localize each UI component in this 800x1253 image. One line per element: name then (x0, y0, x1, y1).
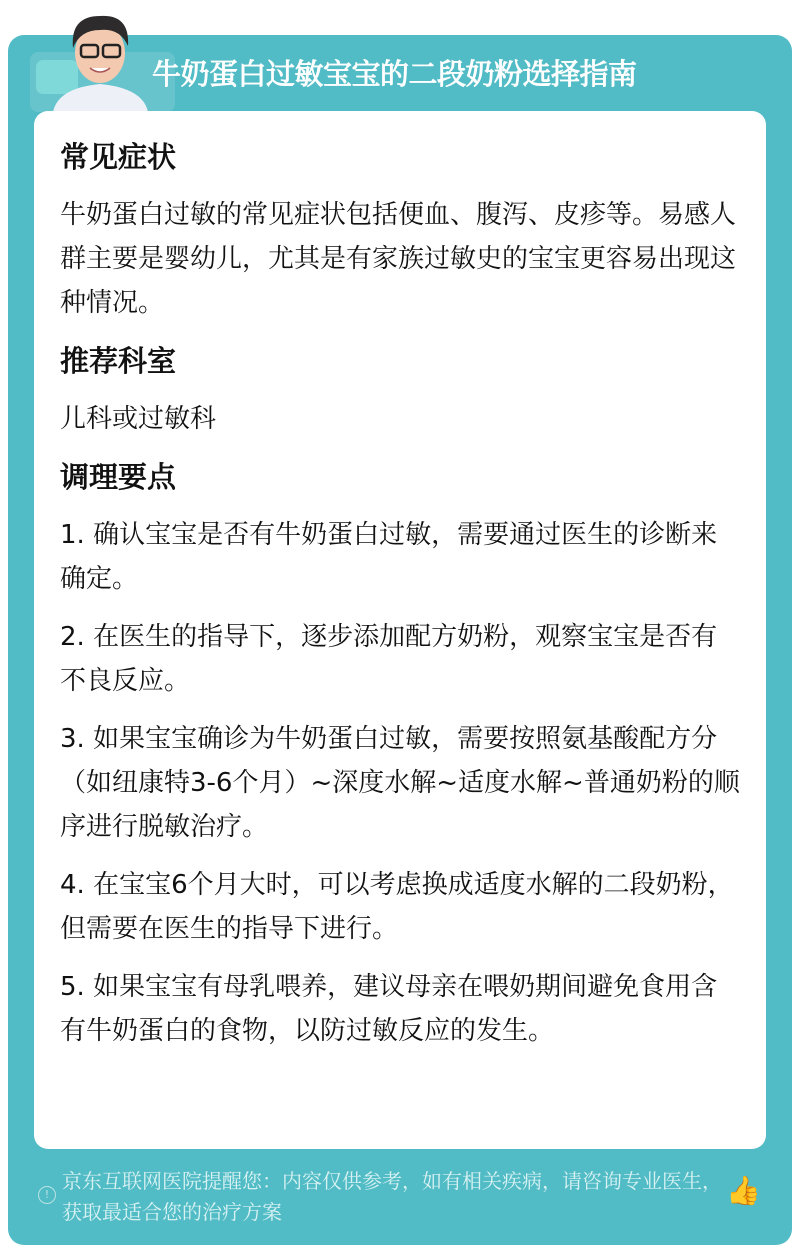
symptoms-text: 牛奶蛋白过敏的常见症状包括便血、腹泻、皮疹等。易感人群主要是婴幼儿，尤其是有家族过敏史的宝宝更容易出现这种情况。 (60, 200, 737, 318)
list-item: 2. 在医生的指导下，逐步添加配方奶粉，观察宝宝是否有不良反应。 (60, 622, 718, 696)
doctor-avatar (48, 8, 153, 112)
info-icon: ! (38, 1186, 56, 1204)
thumbs-up-icon[interactable]: 👍 (726, 1174, 761, 1207)
section-heading-department: 推荐科室 (60, 344, 177, 378)
list-item: 5. 如果宝宝有母乳喂养，建议母亲在喂奶期间避免食用含有牛奶蛋白的食物，以防过敏反应的发生。 (60, 972, 718, 1046)
department-text: 儿科或过敏科 (60, 404, 217, 434)
page-title: 牛奶蛋白过敏宝宝的二段奶粉选择指南 (152, 57, 637, 91)
section-heading-symptoms: 常见症状 (60, 140, 177, 174)
content-card (34, 111, 766, 1149)
list-item: 3. 如果宝宝确诊为牛奶蛋白过敏，需要按照氨基酸配方分（如纽康特3-6个月）~深度水解~适度水解~普通奶粉的顺序进行脱敏治疗。 (60, 724, 740, 842)
list-item: 1. 确认宝宝是否有牛奶蛋白过敏，需要通过医生的诊断来确定。 (60, 520, 718, 594)
list-item: 4. 在宝宝6个月大时，可以考虑换成适度水解的二段奶粉，但需要在医生的指导下进行。 (60, 870, 734, 944)
section-heading-care: 调理要点 (60, 460, 177, 494)
disclaimer-text: 京东互联网医院提醒您：内容仅供参考，如有相关疾病，请咨询专业医生，获取最适合您的治疗方案 (62, 1169, 722, 1224)
